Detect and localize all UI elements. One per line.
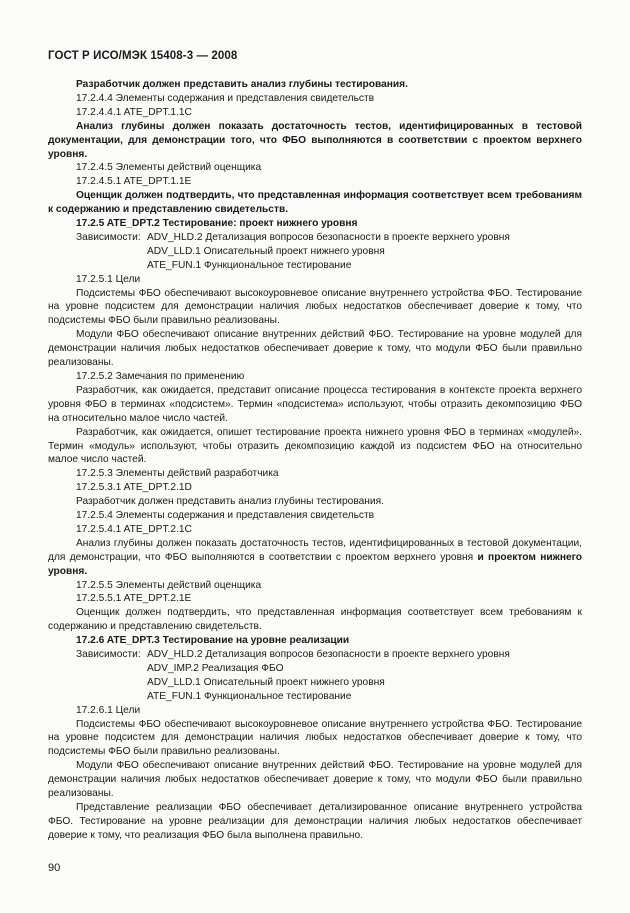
- paragraph: 17.2.5.4.1 ATE_DPT.2.1C: [76, 523, 192, 535]
- page-number: 90: [48, 862, 61, 874]
- paragraph: 17.2.4.5.1 ATE_DPT.1.1E: [76, 176, 192, 188]
- paragraph: Разработчик, как ожидается, представит описание процесса тестирования в контексте проекта верхнего уровня ФБО в терминах «подсистем». Термин «подсистема» используют, чтобы отразить декомпозицию ФБО на относительно малое число частей.: [48, 384, 582, 424]
- dependency-item: ADV_HLD.2 Детализация вопросов безопасности в проекте верхнего уровня: [147, 231, 510, 243]
- dependencies-row: [48, 648, 582, 662]
- paragraph: Разработчик должен представить анализ глубины тестирования.: [76, 79, 408, 90]
- dependencies-row: [48, 245, 582, 259]
- dependencies-row: [48, 259, 582, 273]
- paragraph: Подсистемы ФБО обеспечивают высокоуровневое описание внутреннего устройства ФБО. Тестирование на уровне подсистем для демонстрации наличия любых недостатков обеспечивает доверие к тому, что подсистемы ФБО были правильно реализованы.: [48, 718, 582, 758]
- dependencies-row: [48, 662, 582, 676]
- paragraph: Модули ФБО обеспечивают описание внутренних действий ФБО. Тестирование на уровне модулей для демонстрации наличия любых недостатков обеспечивает доверие к тому, что модули ФБО были правильно реализованы.: [48, 760, 582, 800]
- paragraph: 17.2.5.5.1 ATE_DPT.2.1E: [76, 593, 192, 605]
- paragraph: 17.2.5.3 Элементы действий разработчика: [76, 468, 279, 480]
- paragraph: Подсистемы ФБО обеспечивают высокоуровневое описание внутреннего устройства ФБО. Тестирование на уровне подсистем для демонстрации наличия любых недостатков обеспечивает доверие к тому, что подсистемы ФБО были правильно реализованы.: [48, 287, 582, 327]
- dependency-item: ATE_FUN.1 Функциональное тестирование: [147, 259, 352, 271]
- paragraph: Разработчик, как ожидается, опишет тестирование проекта нижнего уровня ФБО в терминах «модулей». Термин «модуль» используют, чтобы отразить декомпозицию каждой из подсистем ФБО на относительно малое число частей.: [48, 426, 582, 466]
- dependency-item: ADV_LLD.1 Описательный проект нижнего уровня: [147, 676, 385, 688]
- dependencies-row: [48, 690, 582, 704]
- paragraph: 17.2.4.5 Элементы действий оценщика: [76, 162, 262, 174]
- paragraph: 17.2.5.4 Элементы содержания и представления свидетельств: [76, 510, 375, 522]
- paragraph: 17.2.5.5 Элементы действий оценщика: [76, 579, 262, 591]
- paragraph: 17.2.4.4 Элементы содержания и представления свидетельств: [76, 92, 375, 104]
- paragraph: 17.2.5.1 Цели: [76, 273, 141, 285]
- dependency-item: ADV_LLD.1 Описательный проект нижнего уровня: [147, 245, 385, 257]
- page-header: ГОСТ Р ИСО/МЭК 15408-3 — 2008: [48, 50, 238, 62]
- paragraph-text: Анализ глубины должен показать достаточность тестов, идентифицированных в тестовой документации, для демонстрации, что ФБО выполняются в соответствии с проектом верхнего уровня: [48, 537, 582, 563]
- paragraph: Анализ глубины должен показать достаточность тестов, идентифицированных в тестовой документации, для демонстрации того, что ФБО выполняются в соответствии с проектом верхнего уровня.: [48, 120, 582, 160]
- paragraph: 17.2.6.1 Цели: [76, 704, 141, 716]
- dependencies-row: [48, 676, 582, 690]
- paragraph-bold-text: и проектом нижнего уровня.: [48, 551, 582, 577]
- paragraph: Оценщик должен подтвердить, что представленная информация соответствует всем требованиям к содержанию и представлению свидетельств.: [48, 190, 582, 216]
- dependencies-row: [48, 231, 582, 245]
- paragraph: Разработчик должен представить анализ глубины тестирования.: [76, 496, 384, 508]
- paragraph: Модули ФБО обеспечивают описание внутренних действий ФБО. Тестирование на уровне модулей для демонстрации наличия любых недостатков обеспечивает доверие к тому, что модули ФБО были правильно реализованы.: [48, 329, 582, 369]
- page-content: [48, 78, 582, 843]
- paragraph-mixed: [48, 537, 582, 579]
- section-heading: 17.2.5 ATE_DPT.2 Тестирование: проект нижнего уровня: [76, 218, 358, 230]
- dependencies-label: Зависимости:: [76, 649, 141, 661]
- section-heading: 17.2.6 ATE_DPT.3 Тестирование на уровне реализации: [76, 635, 350, 647]
- dependencies-label: Зависимости:: [76, 231, 141, 243]
- paragraph: Представление реализации ФБО обеспечивает детализированное описание внутреннего устройства ФБО. Тестирование на уровне реализации для демонстрации наличия любых недостатков обеспечивает доверие к тому, что реализация ФБО была выполнена правильно.: [48, 802, 582, 841]
- paragraph: 17.2.5.3.1 ATE_DPT.2.1D: [76, 482, 192, 494]
- paragraph: Оценщик должен подтвердить, что представленная информация соответствует всем требованиям к содержанию и представлению свидетельств.: [48, 607, 582, 633]
- dependency-item: ADV_IMP.2 Реализация ФБО: [147, 663, 284, 674]
- paragraph: 17.2.5.2 Замечания по применению: [76, 370, 245, 382]
- paragraph: 17.2.4.4.1 ATE_DPT.1.1C: [76, 106, 192, 118]
- dependency-item: ATE_FUN.1 Функциональное тестирование: [147, 690, 352, 702]
- dependency-item: ADV_HLD.2 Детализация вопросов безопасности в проекте верхнего уровня: [147, 649, 510, 661]
